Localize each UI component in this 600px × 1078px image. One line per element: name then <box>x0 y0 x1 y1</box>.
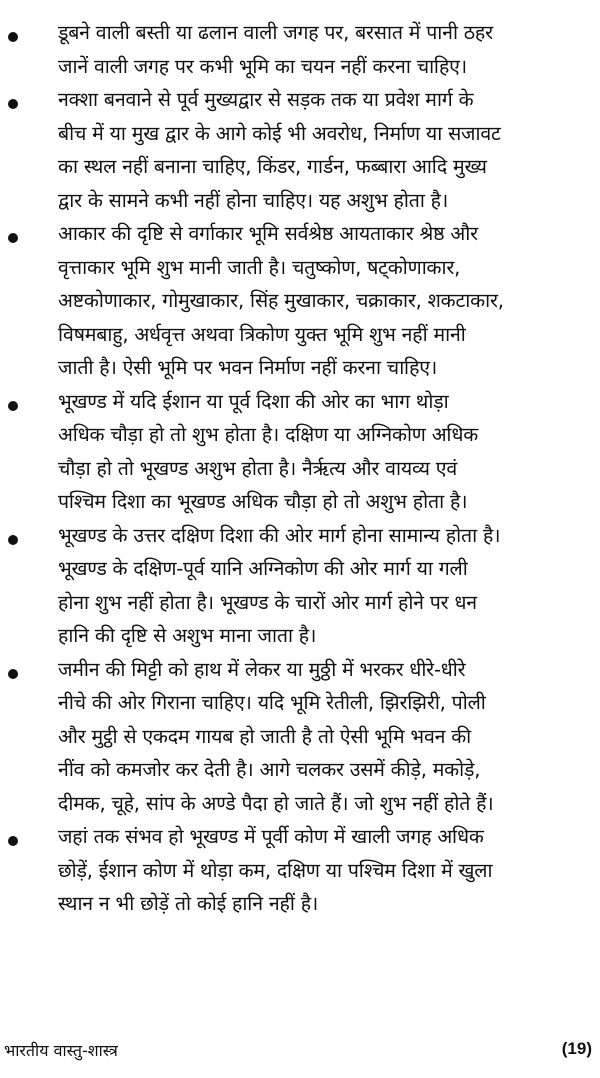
paragraph-line: होना शुभ नहीं होता है। भूखण्ड के चारों ओर मार्ग होने पर धन <box>58 590 477 614</box>
bullet-dot-icon <box>8 535 18 545</box>
bullet-dot-icon <box>8 32 18 42</box>
paragraph-line: अष्टकोणाकार, गोमुखाकार, सिंह मुखाकार, चक्राकार, शकटाकार, <box>58 289 504 312</box>
bullet-dot-icon <box>8 99 18 109</box>
paragraph-line: आकार की दृष्टि से वर्गाकार भूमि सर्वश्रेष्ठ आयताकार श्रेष्ठ और <box>58 222 478 245</box>
paragraph-line: चौड़ा हो तो भूखण्ड अशुभ होता है। नैर्ऋत्य और वायव्य एवं <box>58 456 457 480</box>
bullet-dot-icon <box>8 401 18 411</box>
paragraph-line: और मुट्ठी से एकदम गायब हो जाती है तो ऐसी भूमि भवन की <box>58 724 472 748</box>
paragraph-line: भूखण्ड के उत्तर दक्षिण दिशा की ओर मार्ग होना सामान्य होता है। <box>58 523 501 547</box>
paragraph-line: वृत्ताकार भूमि शुभ मानी जाती है। चतुष्कोण, षट्कोणाकार, <box>58 255 461 279</box>
paragraph-line: स्थान न भी छोड़ें तो कोई हानि नहीं है। <box>58 892 319 915</box>
bullet-dot-icon <box>8 836 18 846</box>
bullet-item <box>0 217 600 385</box>
bullet-item <box>0 385 600 519</box>
paragraph-line: भूखण्ड के दक्षिण-पूर्व यानि अग्निकोण की ओर मार्ग या गली <box>58 557 468 580</box>
paragraph-line: जहां तक संभव हो भूखण्ड में पूर्वी कोण में खाली जगह अधिक <box>58 825 484 848</box>
paragraph-line: जानें वाली जगह पर कभी भूमि का चयन नहीं करना चाहिए। <box>58 54 467 78</box>
paragraph-line: जमीन की मिट्टी को हाथ में लेकर या मुठ्ठी में भरकर धीरे-धीरे <box>58 657 466 681</box>
paragraph-line: नीचे की ओर गिराना चाहिए। यदि भूमि रेतीली, झिरझिरी, पोली <box>58 691 486 714</box>
paragraph-line: जाती है। ऐसी भूमि पर भवन निर्माण नहीं करना चाहिए। <box>58 356 438 379</box>
paragraph-line: दीमक, चूहे, सांप के अण्डे पैदा हो जाते हैं। जो शुभ नहीं होते हैं। <box>58 791 494 815</box>
paragraph-line: पश्चिम दिशा का भूखण्ड अधिक चौड़ा हो तो अशुभ होता है। <box>58 490 468 513</box>
paragraph-line: बीच में या मुख द्वार के आगे कोई भी अवरोध, निर्माण या सजावट <box>58 121 501 145</box>
footer-book-title: भारतीय वास्तु-शास्त्र <box>4 1041 118 1060</box>
paragraph-line: डूबने वाली बस्ती या ढलान वाली जगह पर, बरसात में पानी ठहर <box>58 21 493 44</box>
paragraph-line: द्वार के सामने कभी नहीं होना चाहिए। यह अशुभ होता है। <box>58 188 449 212</box>
paragraph-line: छोड़ें, ईशान कोण में थोड़ा कम, दक्षिण या पश्चिम दिशा में खुला <box>58 858 493 882</box>
bullet-item <box>0 653 600 821</box>
paragraph-line: का स्थल नहीं बनाना चाहिए, किंडर, गार्डन, फब्बारा आदि मुख्य <box>58 155 487 178</box>
paragraph-line: नींव को कमजोर कर देती है। आगे चलकर उसमें कीड़े, मकोड़े, <box>58 758 481 781</box>
page-number: (19) <box>561 1039 592 1058</box>
paragraph-line: विषमबाहु, अर्धवृत्त अथवा त्रिकोण युक्त भूमि शुभ नहीं मानी <box>58 322 466 346</box>
bullet-item <box>0 16 600 83</box>
bullet-item <box>0 83 600 217</box>
paragraph-line: भूखण्ड में यदि ईशान या पूर्व दिशा की ओर का भाग थोड़ा <box>58 389 449 413</box>
bullet-item <box>0 820 600 921</box>
bullet-list <box>0 16 600 921</box>
bullet-dot-icon <box>8 669 18 679</box>
paragraph-line: हानि की दृष्टि से अशुभ माना जाता है। <box>58 624 317 647</box>
bullet-dot-icon <box>8 233 18 243</box>
bullet-item <box>0 519 600 653</box>
paragraph-line: नक्शा बनवाने से पूर्व मुख्यद्वार से सड़क तक या प्रवेश मार्ग के <box>58 88 474 111</box>
paragraph-line: अधिक चौड़ा हो तो शुभ होता है। दक्षिण या अग्निकोण अधिक <box>58 423 479 446</box>
